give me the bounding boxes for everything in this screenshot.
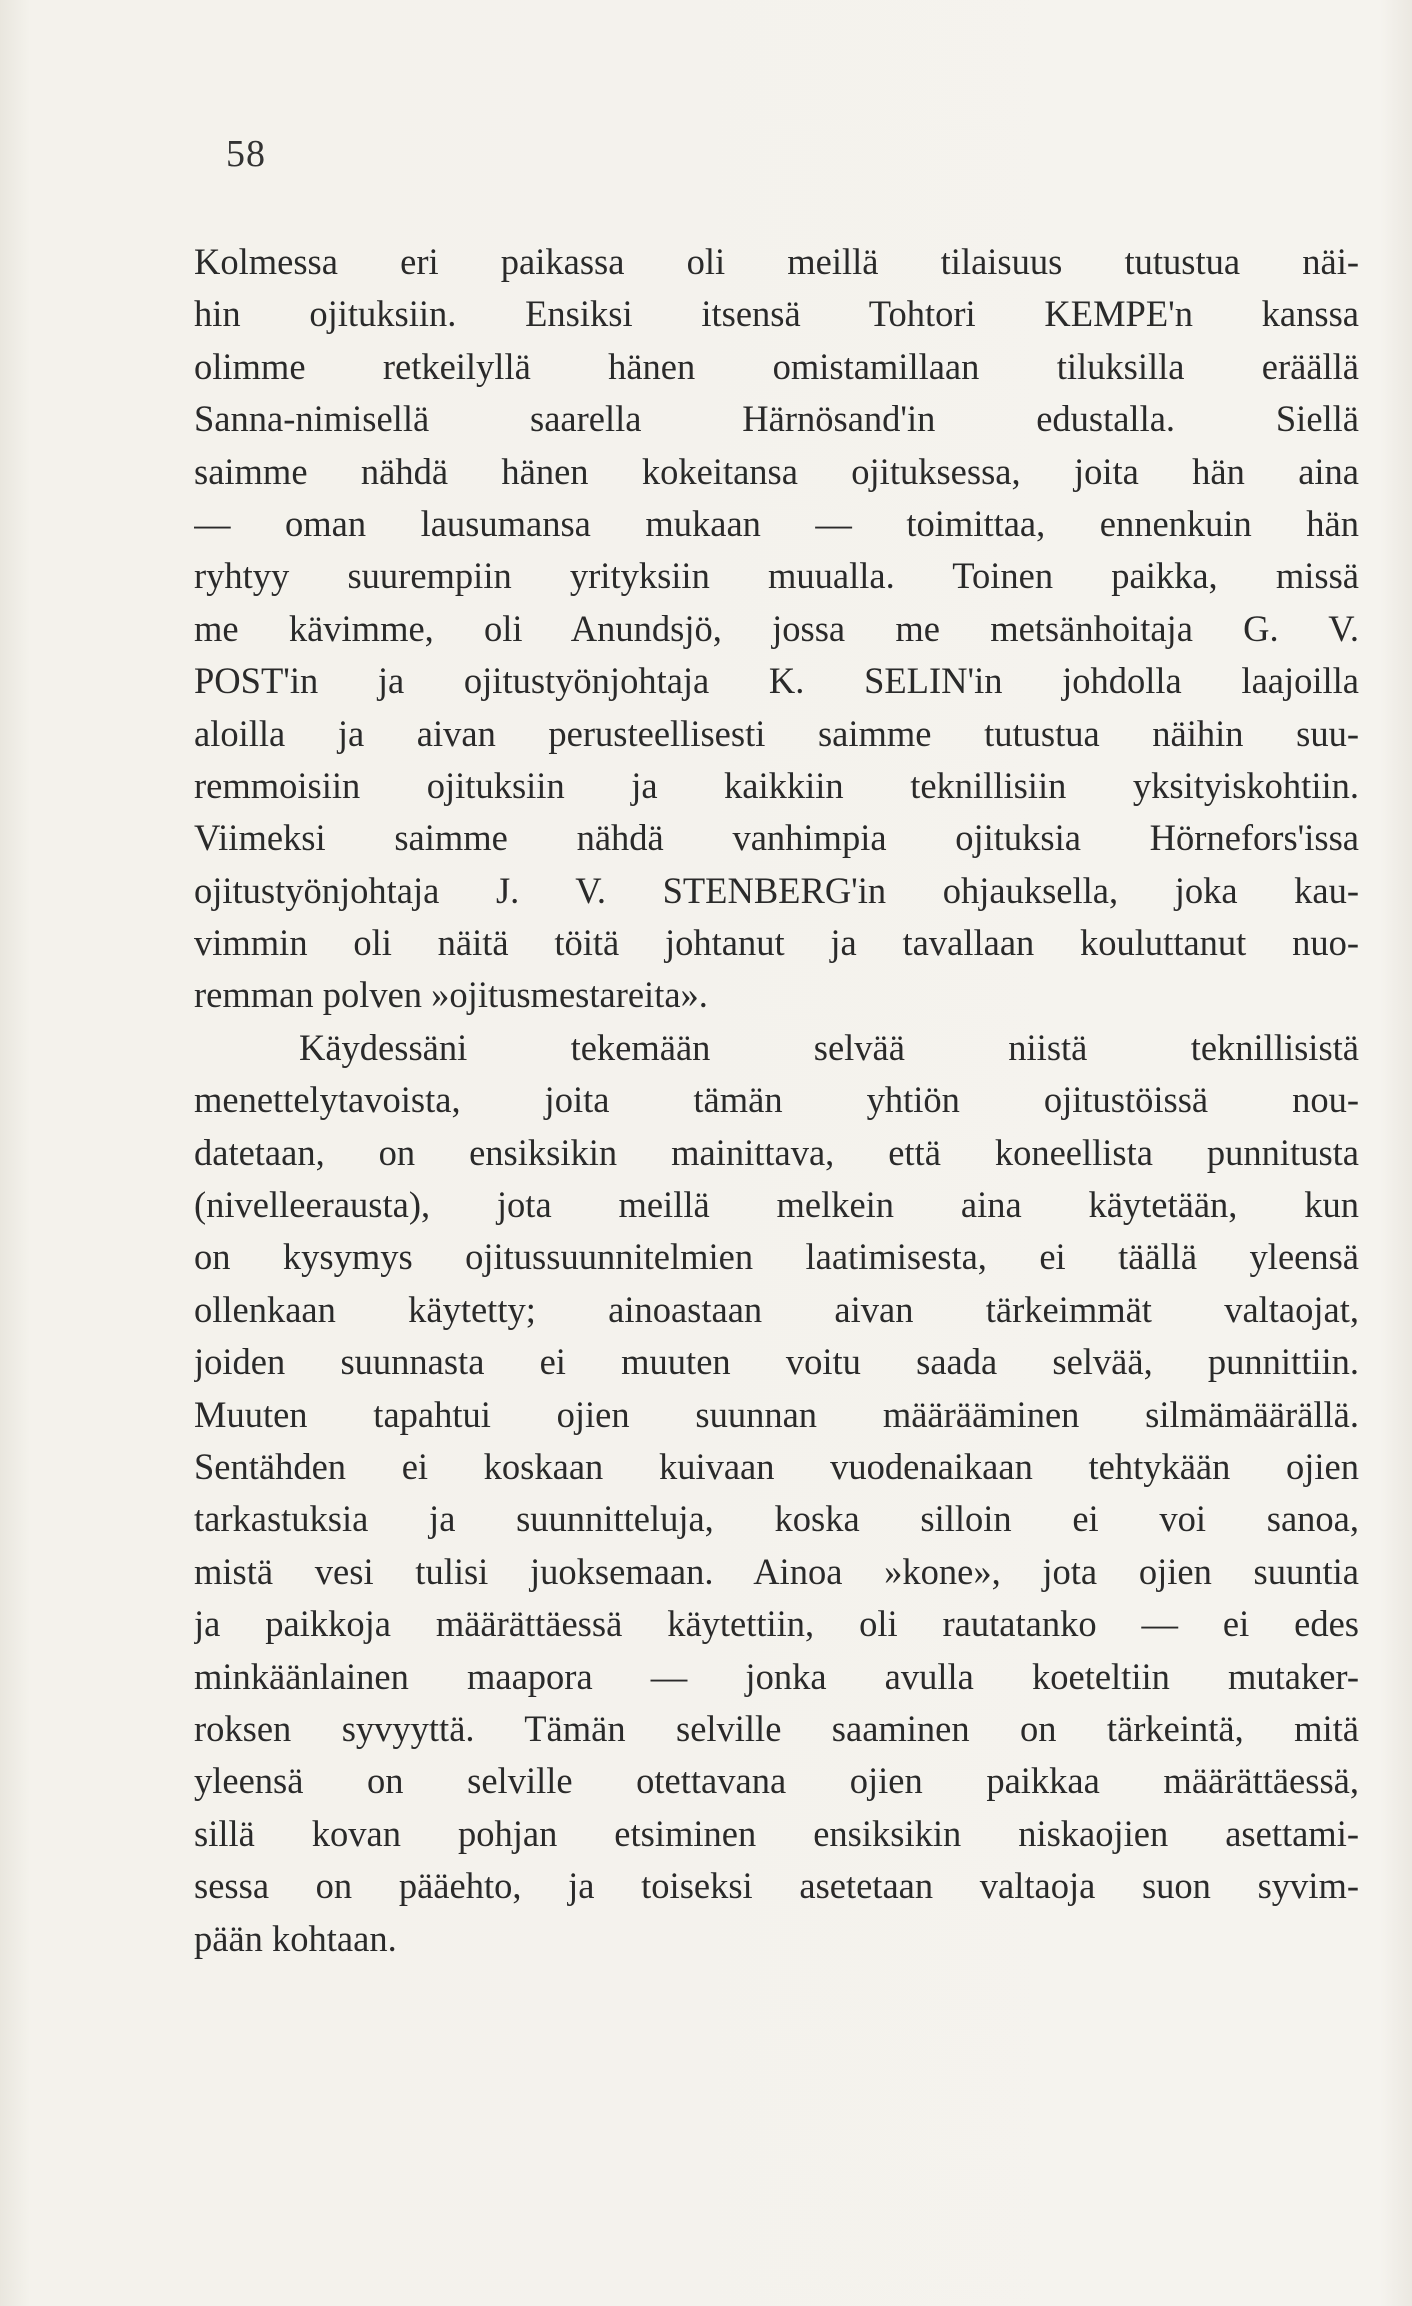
text-line: ollenkaan käytetty; ainoastaan aivan tärkeimmät valtaojat, — [194, 1288, 1359, 1330]
text-line: Kolmessa eri paikassa oli meillä tilaisuus tutustua näi- — [194, 241, 1359, 282]
text-line: (nivelleerausta), jota meillä melkein aina käytetään, kun — [194, 1184, 1359, 1226]
text-line: Viimeksi saimme nähdä vanhimpia ojituksia Hörnefors'issa — [194, 817, 1359, 859]
text-line: sessa on pääehto, ja toiseksi asetetaan valtaoja suon syvim- — [194, 1865, 1359, 1907]
text-line: saimme nähdä hänen kokeitansa ojituksessa, joita hän aina — [194, 450, 1359, 492]
text-line: Muuten tapahtui ojien suunnan määrääminen silmämäärällä. — [194, 1393, 1359, 1435]
text-line: pään kohtaan. — [194, 1917, 397, 1959]
text-line: tarkastuksia ja suunnitteluja, koska silloin ei voi sanoa, — [194, 1498, 1359, 1540]
text-line: ja paikkoja määrättäessä käytettiin, oli rautatanko — ei edes — [194, 1603, 1359, 1645]
text-line: Sentähden ei koskaan kuivaan vuodenaikaan tehtykään ojien — [194, 1445, 1359, 1487]
text-line: vimmin oli näitä töitä johtanut ja tavallaan kouluttanut nuo- — [194, 922, 1359, 964]
text-line: remman polven »ojitusmestareita». — [194, 974, 708, 1016]
text-line: ryhtyy suurempiin yrityksiin muualla. Toinen paikka, missä — [194, 555, 1359, 597]
text-line: joiden suunnasta ei muuten voitu saada selvää, punnittiin. — [194, 1341, 1359, 1383]
text-line: minkäänlainen maapora — jonka avulla koeteltiin mutaker- — [194, 1655, 1359, 1697]
text-line: Käydessäni tekemään selvää niistä teknillisistä — [299, 1026, 1359, 1068]
text-line: datetaan, on ensiksikin mainittava, että koneellista punnitusta — [194, 1131, 1359, 1173]
text-line: — oman lausumansa mukaan — toimittaa, ennenkuin hän — [194, 502, 1359, 544]
text-line: menettelytavoista, joita tämän yhtiön ojitustöissä nou- — [194, 1079, 1359, 1121]
text-line: roksen syvyyttä. Tämän selville saaminen on tärkeintä, mitä — [194, 1707, 1359, 1749]
text-line: hin ojituksiin. Ensiksi itsensä Tohtori KEMPE'n kanssa — [194, 293, 1359, 335]
text-line: sillä kovan pohjan etsiminen ensiksikin niskaojien asettami- — [194, 1812, 1359, 1854]
text-line: olimme retkeilyllä hänen omistamillaan tiluksilla eräällä — [194, 345, 1359, 387]
text-line: yleensä on selville otettavana ojien paikkaa määrättäessä, — [194, 1760, 1359, 1802]
text-line: aloilla ja aivan perusteellisesti saimme tutustua näihin suu- — [194, 712, 1359, 754]
text-line: remmoisiin ojituksiin ja kaikkiin teknillisiin yksityiskohtiin. — [194, 764, 1359, 806]
text-line: ojitustyönjohtaja J. V. STENBERG'in ohjauksella, joka kau- — [194, 869, 1359, 911]
text-line: POST'in ja ojitustyönjohtaja K. SELIN'in johdolla laajoilla — [194, 660, 1359, 702]
page-number: 58 — [226, 133, 266, 175]
text-line: me kävimme, oli Anundsjö, jossa me metsänhoitaja G. V. — [194, 607, 1359, 649]
text-line: on kysymys ojitussuunnitelmien laatimisesta, ei täällä yleensä — [194, 1236, 1359, 1278]
body-text — [194, 236, 1359, 1965]
text-line: Sanna-nimisellä saarella Härnösand'in edustalla. Siellä — [194, 398, 1359, 440]
text-line: mistä vesi tulisi juoksemaan. Ainoa »kone», jota ojien suuntia — [194, 1550, 1359, 1592]
